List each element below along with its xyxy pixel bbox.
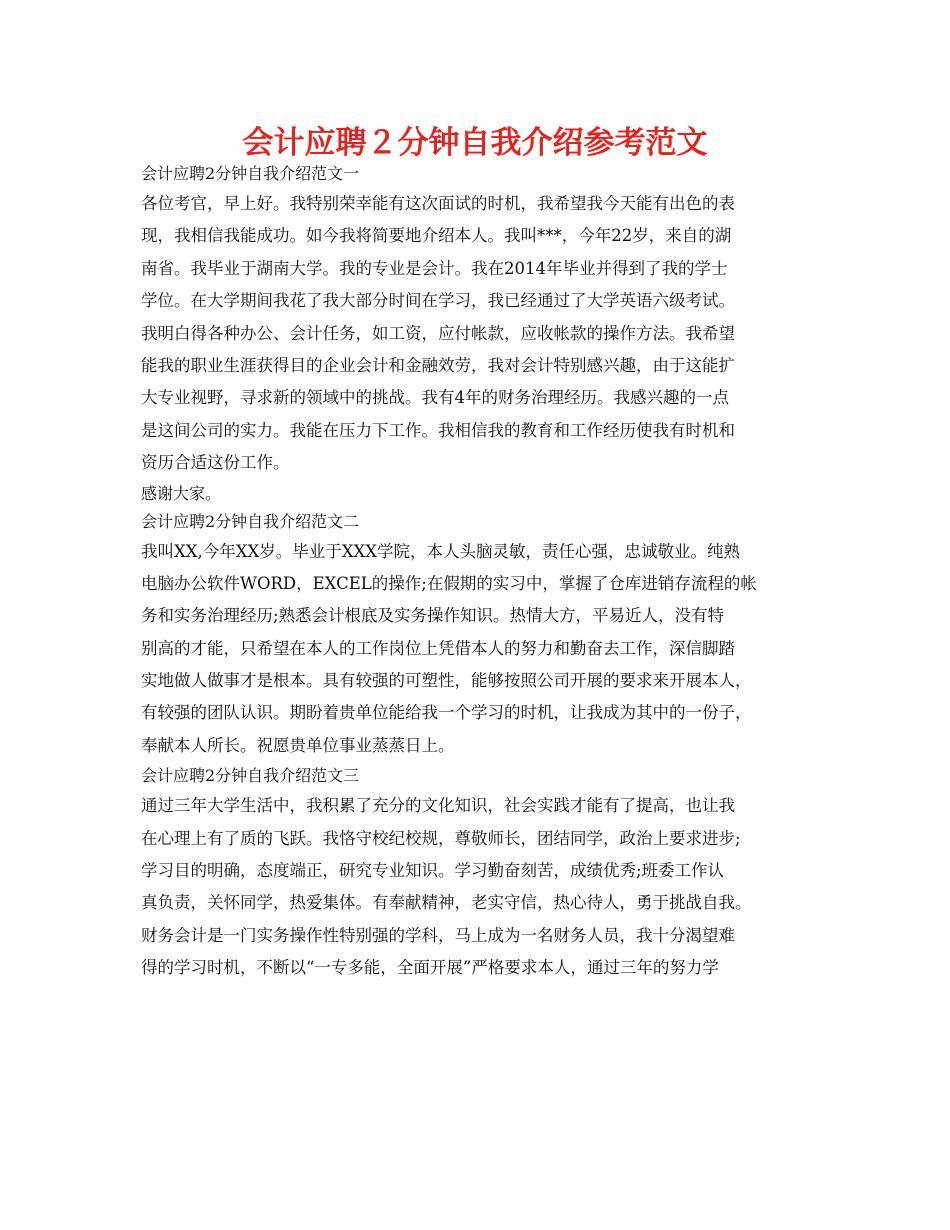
paragraph-line: 是这间公司的实力。我能在压力下工作。我相信我的教育和工作经历使我有时机和 — [141, 420, 735, 440]
paragraph-line: 学位。在大学期间我花了我大部分时间在学习，我已经通过了大学英语六级考试。 — [141, 291, 735, 311]
paragraph-line: 各位考官，早上好。我特别荣幸能有这次面试的时机，我希望我今天能有出色的表 — [141, 194, 735, 213]
paragraph-line: 实地做人做事才是根本。具有较强的可塑性，能够按照公司开展的要求来开展本人， — [141, 671, 752, 691]
paragraph-line: 在心理上有了质的飞跃。我恪守校纪校规，尊敬师长，团结同学，政治上要求进步; — [141, 828, 741, 848]
paragraph-line: 现，我相信我能成功。如今我将简要地介绍本人。我叫***，今年22岁，来自的湖 — [141, 226, 732, 246]
paragraph-line: 大专业视野，寻求新的领域中的挑战。我有4年的财务治理经历。我感兴趣的一点 — [141, 388, 729, 408]
paragraph-line: 电脑办公软件WORD，EXCEL的操作;在假期的实习中，掌握了仓库进销存流程的帐 — [141, 573, 757, 593]
paragraph-line: 别高的才能，只希望在本人的工作岗位上凭借本人的努力和勤奋去工作，深信脚踏 — [141, 638, 735, 658]
paragraph-line: 南省。我毕业于湖南大学。我的专业是会计。我在2014年毕业并得到了我的学士 — [141, 258, 728, 278]
paragraph-line: 真负责，关怀同学，热爱集体。有奉献精神，老实守信，热心待人，勇于挑战自我。 — [141, 893, 752, 913]
paragraph-line: 能我的职业生涯获得目的企业会计和金融效劳，我对会计特别感兴趣，由于这能扩 — [141, 355, 735, 375]
paragraph-line: 得的学习时机，不断以“一专多能，全面开展”严格要求本人，通过三年的努力学 — [141, 958, 719, 978]
paragraph-line: 资历合适这份工作。 — [141, 453, 290, 473]
paragraph-line: 通过三年大学生活中，我积累了充分的文化知识，社会实践才能有了提高，也让我 — [141, 796, 735, 816]
section-heading-1: 会计应聘2分钟自我介绍范文一 — [141, 164, 360, 183]
paragraph-line: 务和实务治理经历;熟悉会计根底及实务操作知识。热情大方，平易近人，没有特 — [141, 606, 725, 626]
section-heading-2: 会计应聘2分钟自我介绍范文二 — [141, 511, 360, 531]
document-body — [141, 160, 821, 985]
section-heading-3: 会计应聘2分钟自我介绍范文三 — [141, 766, 360, 786]
paragraph-line: 学习目的明确，态度端正，研究专业知识。学习勤奋刻苦，成绩优秀;班委工作认 — [141, 861, 725, 881]
paragraph-line: 我叫XX,今年XX岁。毕业于XXX学院，本人头脑灵敏，责任心强，忠诚敬业。纯熟 — [141, 541, 740, 561]
section-closing-1: 感谢大家。 — [141, 483, 222, 503]
paragraph-line: 财务会计是一门实务操作性特别强的学科，马上成为一名财务人员，我十分渴望难 — [141, 925, 735, 945]
paragraph-line: 奉献本人所长。祝愿贵单位事业蒸蒸日上。 — [141, 735, 455, 755]
paragraph-line: 有较强的团队认识。期盼着贵单位能给我一个学习的时机，让我成为其中的一份子， — [141, 703, 752, 723]
paragraph-line: 我明白得各种办公、会计任务，如工资，应付帐款，应收帐款的操作方法。我希望 — [141, 323, 735, 343]
document-title: 会计应聘２分钟自我介绍参考范文 — [242, 125, 708, 161]
